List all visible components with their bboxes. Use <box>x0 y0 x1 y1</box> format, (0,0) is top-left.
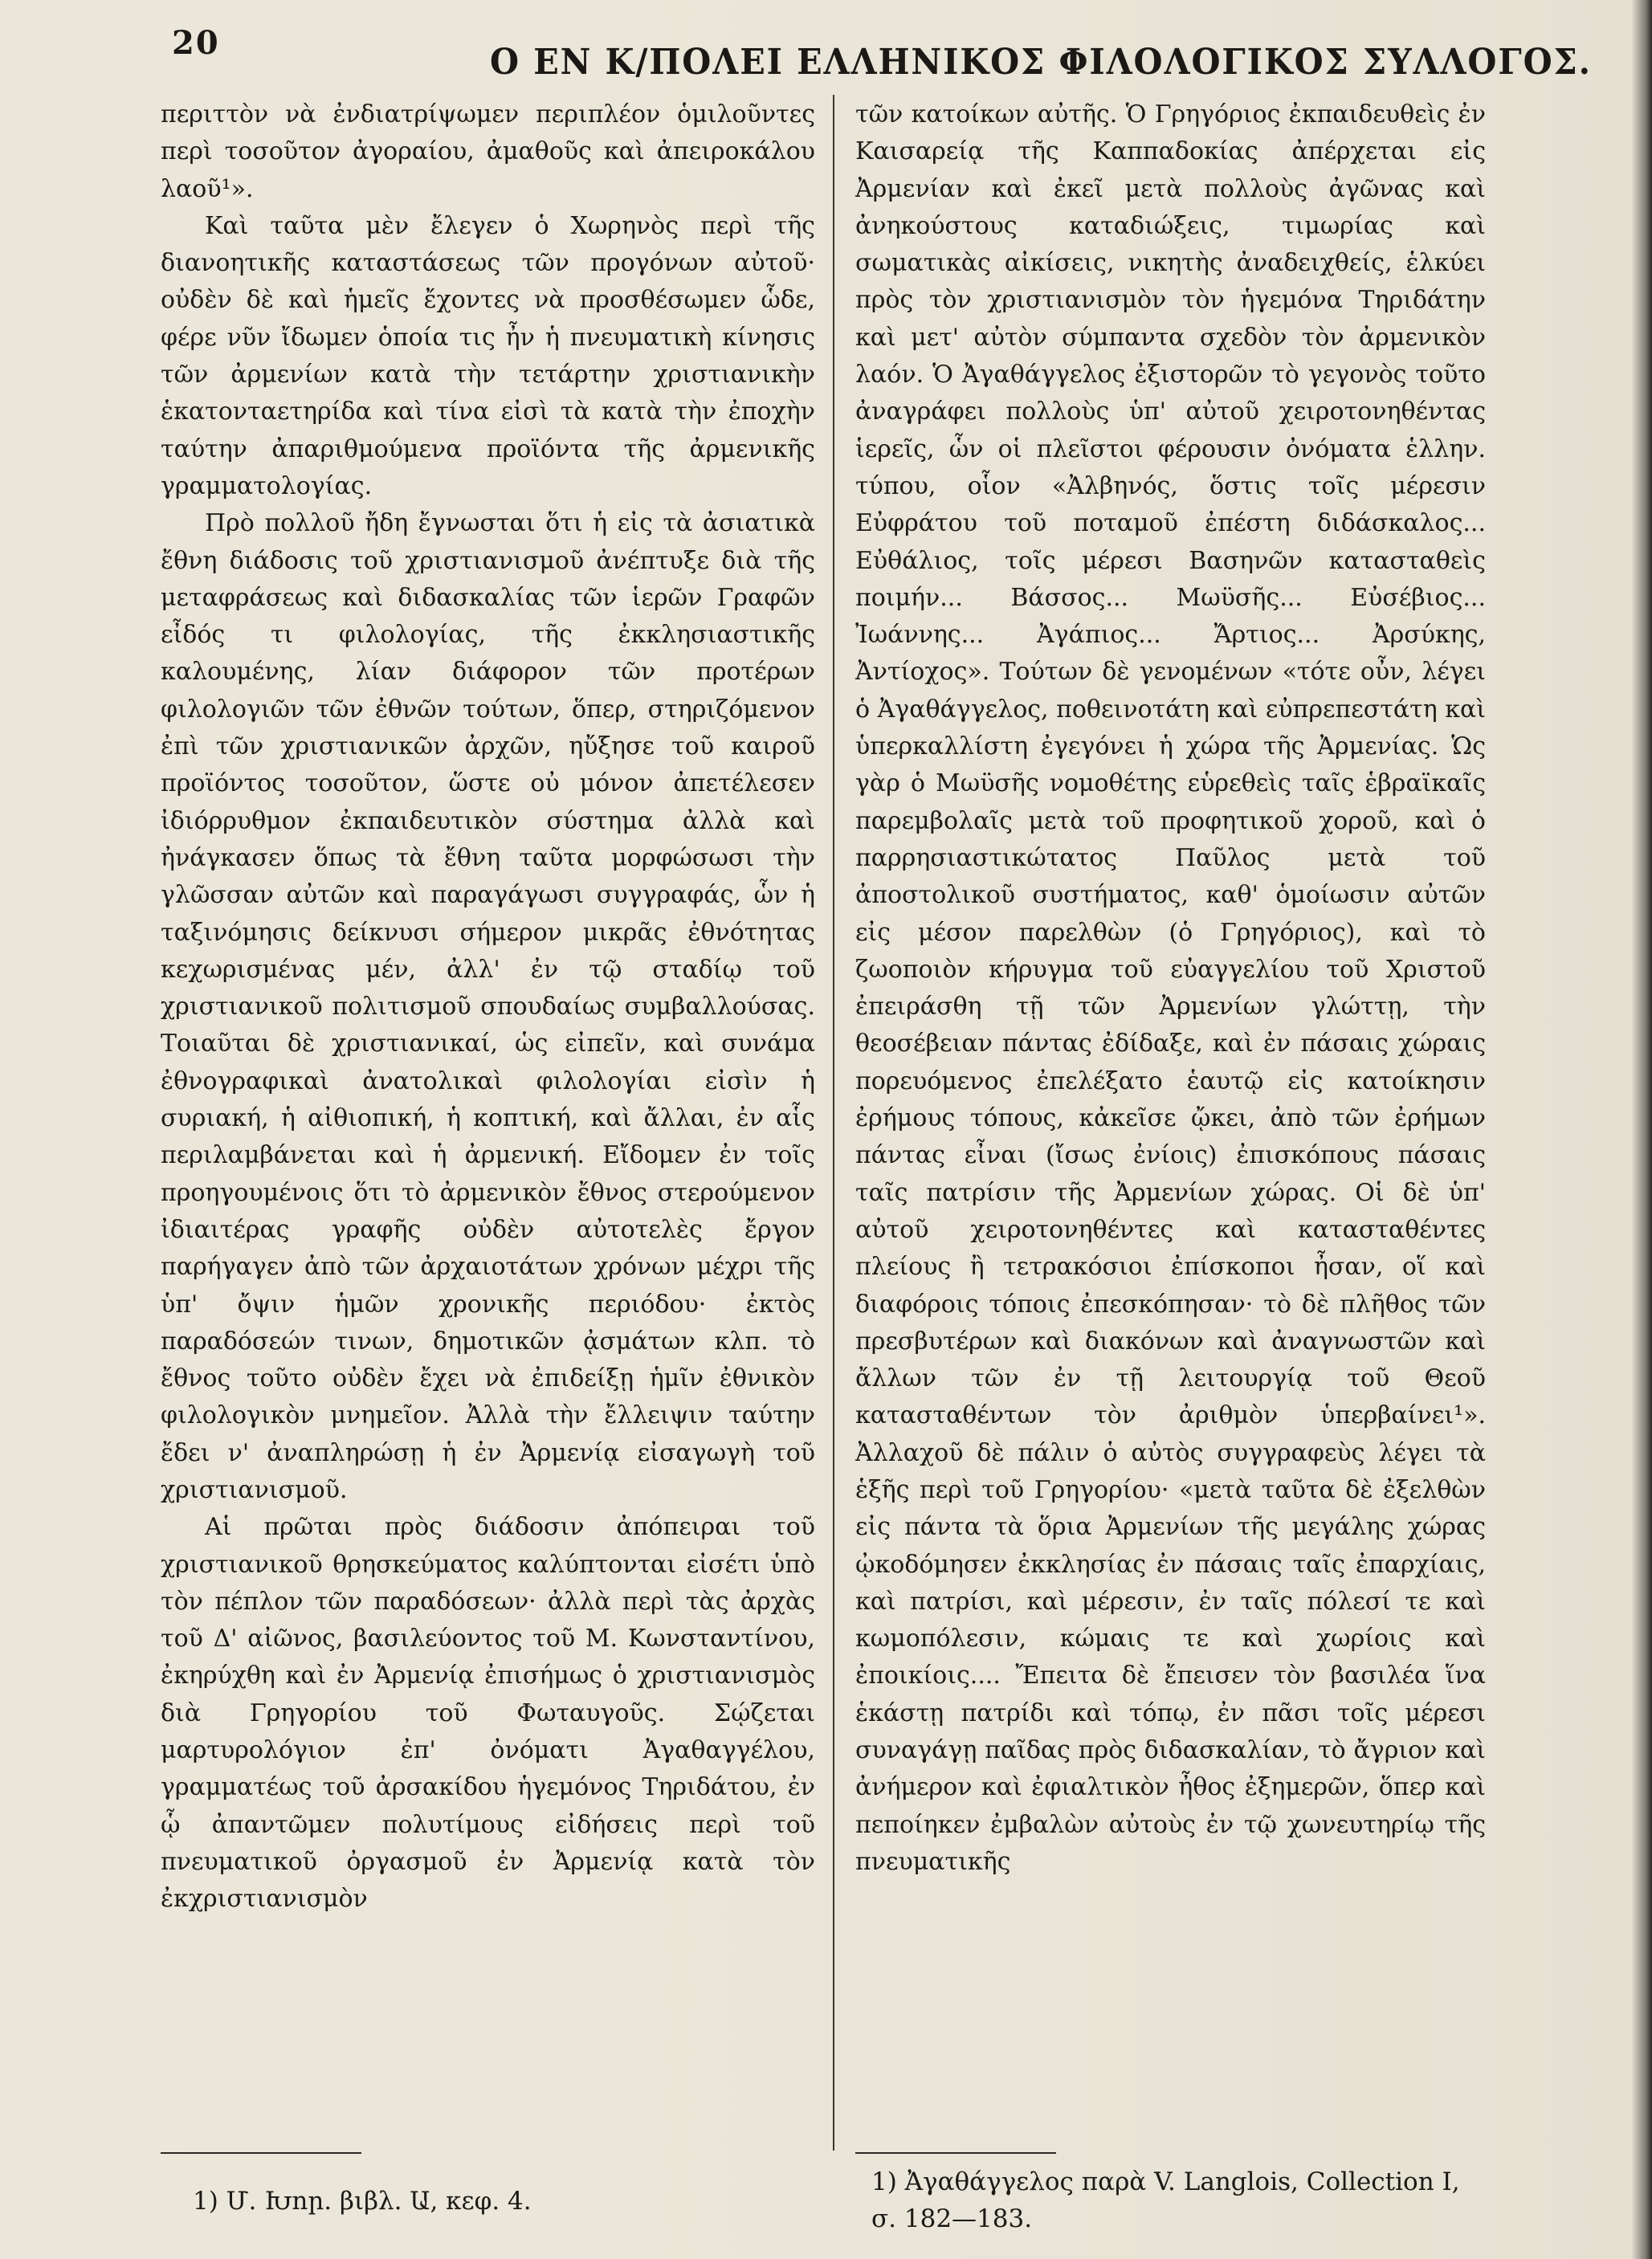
left-paragraph-1: περιττὸν νὰ ἐνδιατρίψωμεν περιπλέον ὁμιλοῦντες περὶ τοσοῦτον ἀγοραίου, ἀμαθοῦς καὶ ἀπειροκάλου λαοῦ¹». <box>161 100 815 203</box>
left-paragraph-2: Καὶ ταῦτα μὲν ἔλεγεν ὁ Χωρηνὸς περὶ τῆς διανοητικῆς καταστάσεως τῶν προγόνων αὐτοῦ· οὐδὲν δὲ καὶ ἡμεῖς ἔχοντες νὰ προσθέσωμεν ὧδε, φέρε νῦν ἴδωμεν ὁποία τις ἦν ἡ πνευματικὴ κίνησις τῶν ἀρμενίων κατὰ τὴν τετάρτην χριστιανικὴν ἑκατονταετηρίδα καὶ τίνα εἰσὶ τὰ κατὰ τὴν ἐποχὴν ταύτην ἀπαριθμούμενα προϊόντα τῆς ἀρμενικῆς γραμματολογίας. <box>161 211 815 500</box>
page-number: 20 <box>172 24 220 62</box>
right-column <box>855 96 1486 1881</box>
footnote-left: 1) Մ. Խոր. βιβλ. Ա, κεφ. 4. <box>193 2187 532 2216</box>
column-divider <box>833 95 834 2151</box>
left-paragraph-3: Πρὸ πολλοῦ ἤδη ἔγνωσται ὅτι ἡ εἰς τὰ ἀσιατικὰ ἔθνη διάδοσις τοῦ χριστιανισμοῦ ἀνέπτυξε διὰ τῆς μεταφράσεως καὶ διδασκαλίας τῶν ἱερῶν Γραφῶν εἶδός τι φιλολογίας, τῆς ἐκκλησιαστικῆς καλουμένης, λίαν διάφορον τῶν προτέρων φιλολογιῶν τῶν ἐθνῶν τούτων, ὅπερ, στηριζόμενον ἐπὶ τῶν χριστιανικῶν ἀρχῶν, ηὔξησε τοῦ καιροῦ προϊόντος τοσοῦτον, ὥστε οὐ μόνον ἀπετέλεσεν ἰδιόρρυθμον ἐκπαιδευτικὸν σύστημα ἀλλὰ καὶ ἠνάγκασεν ὅπως τὰ ἔθνη ταῦτα μορφώσωσι τὴν γλῶσσαν αὐτῶν καὶ παραγάγωσι συγγραφάς, ὧν ἡ ταξινόμησις δείκνυσι σήμερον μικρᾶς ἐθνότητας κεχωρισμένας μέν, ἀλλ' ἐν τῷ σταδίῳ τοῦ χριστιανικοῦ πολιτισμοῦ σπουδαίως συμβαλλούσας. Τοιαῦται δὲ χριστιανικαί, ὡς εἰπεῖν, καὶ συνάμα ἐθνογραφικαὶ ἀνατολικαὶ φιλολογίαι εἰσὶν ἡ συριακή, ἡ αἰθιοπική, ἡ κοπτική, καὶ ἄλλαι, ἐν αἷς περιλαμβάνεται καὶ ἡ ἀρμενική. Εἴδομεν ἐν τοῖς προηγουμένοις ὅτι τὸ ἀρμενικὸν ἔθνος στερούμενον ἰδιαιτέρας γραφῆς οὐδὲν αὐτοτελὲς ἔργον παρήγαγεν ἀπὸ τῶν ἀρχαιοτάτων χρόνων μέχρι τῆς ὑπ' ὄψιν ἡμῶν χρονικῆς περιόδου· ἐκτὸς παραδόσεών τινων, δημοτικῶν ᾀσμάτων κλπ. τὸ ἔθνος τοῦτο οὐδὲν ἔχει νὰ ἐπιδείξῃ ἡμῖν ἐθνικὸν φιλολογικὸν μνημεῖον. Ἀλλὰ τὴν ἔλλειψιν ταύτην ἔδει ν' ἀναπληρώσῃ ἡ ἐν Ἀρμενίᾳ εἰσαγωγὴ τοῦ χριστιανισμοῦ. <box>161 509 815 1504</box>
left-column <box>161 96 815 1919</box>
right-paragraph-1: τῶν κατοίκων αὐτῆς. Ὁ Γρηγόριος ἐκπαιδευθεὶς ἐν Καισαρείᾳ τῆς Καππαδοκίας ἀπέρχεται εἰς Ἀρμενίαν καὶ ἐκεῖ μετὰ πολλοὺς ἀγῶνας καὶ ἀνηκούστους καταδιώξεις, τιμωρίας καὶ σωματικὰς αἰκίσεις, νικητὴς ἀναδειχθείς, ἑλκύει πρὸς τὸν χριστιανισμὸν τὸν ἡγεμόνα Τηριδάτην καὶ μετ' αὐτὸν σύμπαντα σχεδὸν τὸν ἀρμενικὸν λαόν. Ὁ Ἀγαθάγγελος ἐξιστορῶν τὸ γεγονὸς τοῦτο ἀναγράφει πολλοὺς ὑπ' αὐτοῦ χειροτονηθέντας ἱερεῖς, ὧν οἱ πλεῖστοι φέρουσιν ὀνόματα ἑλλην. τύπου, οἷον «Ἀλβηνός, ὅστις τοῖς μέρεσιν Εὐφράτου τοῦ ποταμοῦ ἐπέστη διδάσκαλος... Εὐθάλιος, τοῖς μέρεσι Βασηνῶν κατασταθεὶς ποιμήν... Βάσσος... Μωϋσῆς... Εὐσέβιος... Ἰωάννης... Ἀγάπιος... Ἄρτιος... Ἀρσύκης, Ἀντίοχος». Τούτων δὲ γενομένων «τότε οὖν, λέγει ὁ Ἀγαθάγγελος, ποθεινοτάτη καὶ εὐπρεπεστάτη καὶ ὑπερκαλλίστη ἐγεγόνει ἡ χώρα τῆς Ἀρμενίας. Ὡς γὰρ ὁ Μωϋσῆς νομοθέτης εὑρεθεὶς ταῖς ἑβραϊκαῖς παρεμβολαῖς μετὰ τοῦ προφητικοῦ χοροῦ, καὶ ὁ παρρησιαστικώτατος Παῦλος μετὰ τοῦ ἀποστολικοῦ συστήματος, καθ' ὁμοίωσιν αὐτῶν εἰς μέσον παρελθὼν (ὁ Γρηγόριος), καὶ τὸ ζωοποιὸν κήρυγμα τοῦ εὐαγγελίου τοῦ Χριστοῦ ἐπειράσθη τῇ τῶν Ἀρμενίων γλώττῃ, τὴν θεοσέβειαν πάντας ἐδίδαξε, καὶ ἐν πάσαις χώραις πορευόμενος ἐπελέξατο ἑαυτῷ εἰς κατοίκησιν ἐρήμους τόπους, κἀκεῖσε ᾤκει, ἀπὸ τῶν ἐρήμων πάντας εἶναι (ἴσως ἐνίοις) ἐπισκόπους πάσαις ταῖς πατρίσιν τῆς Ἀρμενίων χώρας. Οἱ δὲ ὑπ' αὐτοῦ χειροτονηθέντες καὶ κατασταθέντες πλείους ἢ τετρακόσιοι ἐπίσκοποι ἦσαν, οἵ καὶ διαφόροις τόποις ἐπεσκόπησαν· τὸ δὲ πλῆθος τῶν πρεσβυτέρων καὶ διακόνων καὶ ἀναγνωστῶν καὶ ἄλλων τῶν ἐν τῇ λειτουργίᾳ τοῦ Θεοῦ κατασταθέντων τὸν ἀριθμὸν ὑπερβαίνει¹». Ἀλλαχοῦ δὲ πάλιν ὁ αὐτὸς συγγραφεὺς λέγει τὰ ἑξῆς περὶ τοῦ Γρηγορίου· «μετὰ ταῦτα δὲ ἐξελθὼν εἰς πάντα τὰ ὅρια Ἀρμενίων τῆς μεγάλης χώρας ᾠκοδόμησεν ἐκκλησίας ἐν πάσαις ταῖς ἐπαρχίαις, καὶ πατρίσι, καὶ μέρεσιν, ἐν ταῖς πόλεσί τε καὶ κωμοπόλεσιν, κώμαις τε καὶ χωρίοις καὶ ἐποικίοις.... Ἔπειτα δὲ ἔπεισεν τὸν βασιλέα ἵνα ἑκάστῃ πατρίδι καὶ τόπῳ, ἐν πᾶσι τοῖς μέρεσι συναγάγῃ παῖδας πρὸς διδασκαλίαν, τὸ ἄγριον καὶ ἀνήμερον καὶ ἐφιαλτικὸν ἦθος ἐξημερῶν, ὅπερ καὶ πεποίηκεν ἐμβαλὼν αὐτοὺς ἐν τῷ χωνευτηρίῳ τῆς πνευματικῆς <box>855 100 1486 1876</box>
footnote-right: 1) Ἀγαθάγγελος παρὰ V. Langlois, Collection I, σ. 182—183. <box>871 2167 1460 2233</box>
running-title: Ο ΕΝ Κ/ΠΟΛΕΙ ΕΛΛΗΝΙΚΟΣ ΦΙΛΟΛΟΓΙΚΟΣ ΣΥΛΛΟΓΟΣ. <box>490 42 1592 83</box>
footnote-rule-left <box>161 2152 361 2154</box>
page-edge-shadow <box>1631 0 1652 2259</box>
footnote-rule-right <box>855 2152 1056 2154</box>
left-paragraph-4: Αἱ πρῶται πρὸς διάδοσιν ἀπόπειραι τοῦ χριστιανικοῦ θρησκεύματος καλύπτονται εἰσέτι ὑπὸ τὸν πέπλον τῶν παραδόσεων· ἀλλὰ περὶ τὰς ἀρχὰς τοῦ Δ' αἰῶνος, βασιλεύοντος τοῦ Μ. Κωνσταντίνου, ἐκηρύχθη καὶ ἐν Ἀρμενίᾳ ἐπισήμως ὁ χριστιανισμὸς διὰ Γρηγορίου τοῦ Φωταυγοῦς. Σῴζεται μαρτυρολόγιον ἐπ' ὀνόματι Ἀγαθαγγέλου, γραμματέως τοῦ ἀρσακίδου ἡγεμόνος Τηριδάτου, ἐν ᾧ ἀπαντῶμεν πολυτίμους εἰδήσεις περὶ τοῦ πνευματικοῦ ὀργασμοῦ ἐν Ἀρμενίᾳ κατὰ τὸν ἐκχριστιανισμὸν <box>161 1513 815 1914</box>
